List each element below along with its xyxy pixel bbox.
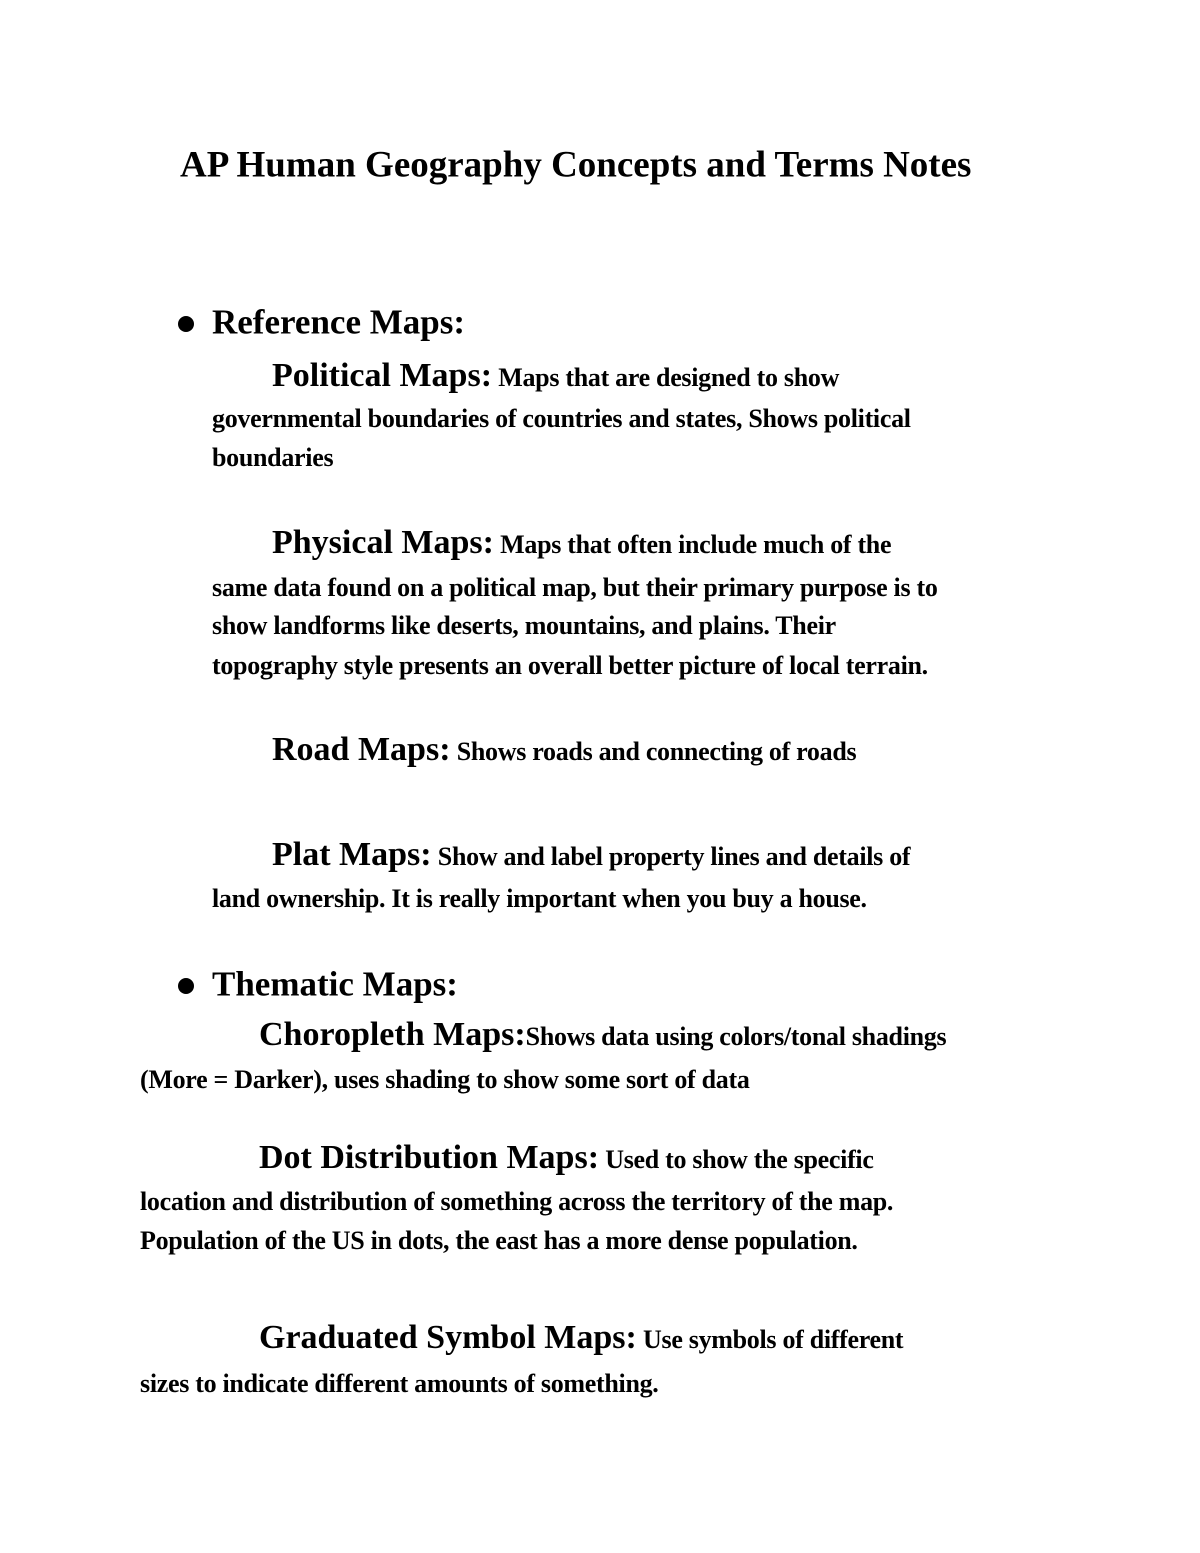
- term-dot-distribution-maps: [259, 1141, 874, 1175]
- term-political-maps: [272, 359, 839, 393]
- term-label: Road Maps:: [272, 731, 451, 768]
- bullet-icon: [178, 316, 194, 332]
- term-graduated-symbol-maps: [259, 1321, 903, 1355]
- term-label: Political Maps:: [272, 357, 493, 394]
- definition-line: show landforms like deserts, mountains, and plains. Their: [212, 611, 836, 640]
- term-plat-maps: [272, 838, 910, 872]
- definition-line: governmental boundaries of countries and states, Shows political: [212, 404, 911, 433]
- definition-line: boundaries: [212, 443, 334, 472]
- term-definition: Shows data using colors/tonal shadings: [525, 1022, 947, 1051]
- definition-line: same data found on a political map, but their primary purpose is to: [212, 573, 938, 602]
- term-label: Dot Distribution Maps:: [259, 1139, 600, 1176]
- page-title: AP Human Geography Concepts and Terms Notes: [180, 144, 972, 186]
- definition-line: Population of the US in dots, the east has a more dense population.: [140, 1226, 858, 1255]
- term-physical-maps: [272, 526, 891, 560]
- definition-line: sizes to indicate different amounts of something.: [140, 1369, 659, 1398]
- term-label: Choropleth Maps:: [259, 1016, 526, 1053]
- term-label: Plat Maps:: [272, 836, 432, 873]
- section-heading-reference: Reference Maps:: [212, 302, 465, 342]
- bullet-icon: [178, 978, 194, 994]
- term-road-maps: [272, 733, 856, 767]
- term-definition: Show and label property lines and details of: [431, 842, 911, 871]
- definition-line: land ownership. It is really important when you buy a house.: [212, 884, 867, 913]
- definition-line: (More = Darker), uses shading to show some sort of data: [140, 1065, 750, 1094]
- term-definition: Maps that are designed to show: [492, 363, 840, 392]
- term-choropleth-maps: [259, 1018, 946, 1052]
- term-label: Graduated Symbol Maps:: [259, 1319, 637, 1356]
- section-heading-thematic: Thematic Maps:: [212, 964, 458, 1004]
- term-label: Physical Maps:: [272, 524, 494, 561]
- term-definition: Use symbols of different: [636, 1325, 904, 1354]
- term-definition: Shows roads and connecting of roads: [450, 737, 857, 766]
- term-definition: Used to show the specific: [599, 1145, 874, 1174]
- definition-line: topography style presents an overall better picture of local terrain.: [212, 651, 928, 680]
- definition-line: location and distribution of something across the territory of the map.: [140, 1187, 894, 1216]
- term-definition: Maps that often include much of the: [493, 530, 892, 559]
